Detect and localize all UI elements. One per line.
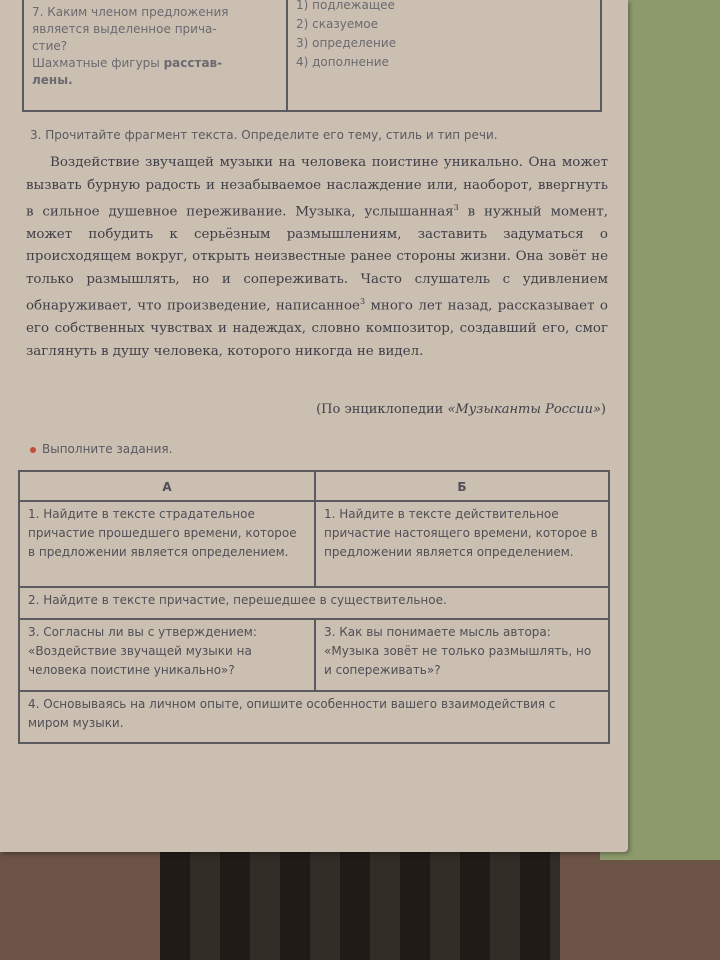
table-row [20, 588, 608, 620]
task-3b: 3. Как вы понимаете мысль автора: «Музыка зовёт не только размышлять, но и сопереживать»? [324, 625, 592, 677]
assignments-table [18, 470, 610, 744]
task-2: 2. Найдите в тексте причастие, перешедшее в существительное. [28, 593, 447, 607]
table-row [20, 502, 608, 588]
column-b-header: Б [457, 480, 467, 494]
q7-example: Шахматные фигуры [32, 56, 160, 70]
answer-option: 3) определение [296, 36, 397, 50]
task-3a: 3. Согласны ли вы с утверждением: «Воздействие звучащей музыки на человека поистине уникально»? [20, 620, 316, 690]
background-cloth [160, 850, 560, 960]
answer-option: 1) подлежащее [296, 0, 395, 12]
source-title: «Музыканты России» [447, 402, 601, 417]
q7-line: 7. Каким членом предложения [32, 5, 229, 19]
assignments-heading [30, 442, 172, 456]
source-citation [316, 402, 606, 417]
q7-line: стие? [32, 39, 68, 53]
q7-highlight: расстав- [163, 56, 223, 70]
assignments-label: Выполните задания. [42, 442, 173, 456]
task-3-heading: 3. Прочитайте фрагмент текста. Определите его тему, стиль и тип речи. [30, 128, 498, 142]
text-part: в нужный момент, может побудить к серьёзным размышлениям, заставить задуматься о происходящем вокруг, открыть неизвестные ранее стороны жизни. Она зовёт не только размышлять, но и сопереживать. Часто слушатель с удивлением обнаруживает, что произведение, написанное [26, 204, 608, 314]
answer-option: 4) дополнение [296, 55, 389, 69]
footnote-mark: 3 [359, 297, 366, 307]
bullet-icon [30, 447, 36, 453]
task-1a: 1. Найдите в тексте страдательное причастие прошедшего времени, которое в предложении является определением. [20, 502, 316, 586]
source-suffix: ) [600, 402, 606, 417]
question-7-table [22, 0, 602, 112]
text-fragment [26, 152, 608, 363]
table-row [20, 620, 608, 692]
task-4: 4. Основываясь на личном опыте, опишите особенности вашего взаимодействия с миром музыки. [28, 697, 556, 730]
source-prefix: (По энциклопедии [316, 402, 448, 417]
q7-line [32, 55, 272, 72]
question-7-text [32, 4, 272, 89]
answer-options [296, 0, 396, 72]
q7-highlight-cont: лены. [32, 73, 73, 87]
table-header-row [20, 472, 608, 502]
table-row [20, 692, 608, 744]
q7-line: является выделенное прича- [32, 22, 217, 36]
task-1b: 1. Найдите в тексте действительное причастие настоящего времени, которое в предложении является определением. [324, 507, 598, 559]
text-part: Воздействие звучащей музыки на человека поистине уникально. Она может вызвать бурную радость и незабываемое наслаждение или, наоборот, ввергнуть в сильное душевное переживание. Музыка, услышанная [26, 155, 608, 220]
table-divider [286, 0, 288, 110]
text-part: много лет назад, рассказывает о его собственных чувствах и надеждах, словно композитор, создавший его, смог заглянуть в душу человека, которого никогда не видел. [26, 298, 608, 359]
footnote-mark: 3 [453, 203, 459, 212]
answer-option: 2) сказуемое [296, 17, 378, 31]
column-a-header: А [20, 472, 316, 500]
